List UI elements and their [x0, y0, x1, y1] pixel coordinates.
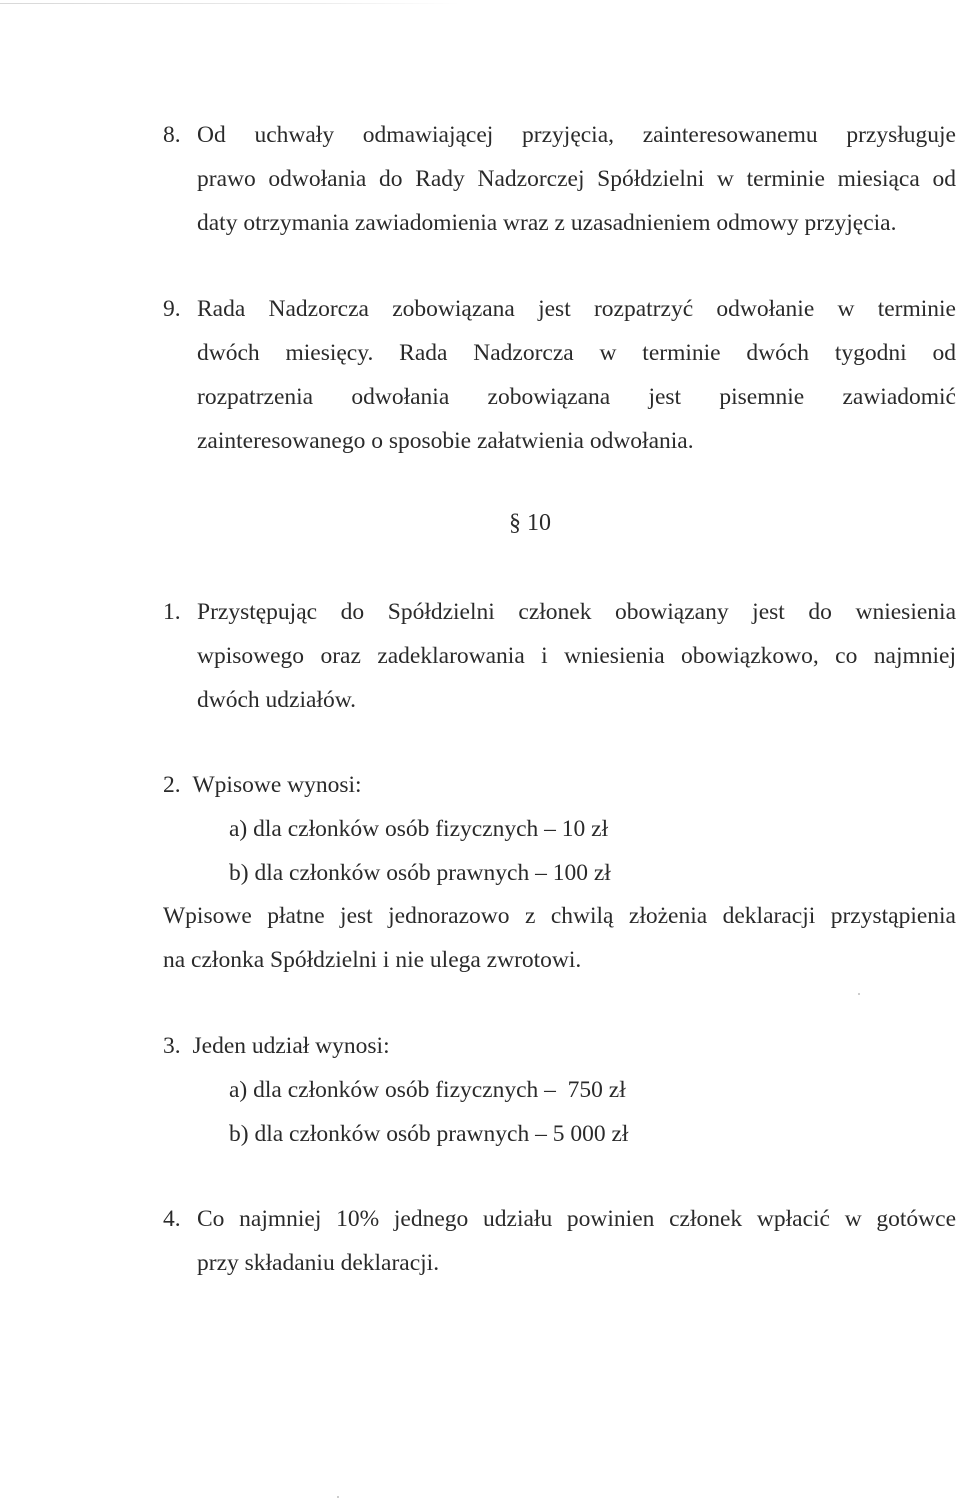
text-line: dwóch udziałów. [197, 687, 357, 713]
text-line: przy składaniu deklaracji. [197, 1250, 440, 1276]
fee-note [163, 894, 956, 982]
list-item-8 [163, 113, 956, 245]
text-line: rozpatrzenia odwołania zobowiązana jest pisemnie zawiadomić [197, 384, 956, 410]
item-number: 2. [163, 772, 181, 798]
item-number: 1. [163, 599, 181, 625]
section-heading: § 10 [509, 510, 551, 536]
item-title: Jeden udział wynosi: [192, 1033, 390, 1059]
scan-speck [858, 993, 860, 995]
list-item-2 [163, 763, 362, 807]
item-number: 8. [163, 122, 181, 148]
item-text [197, 287, 956, 463]
text-line: Od uchwały odmawiającej przyjęcia, zainteresowanemu przysługuje [197, 122, 956, 148]
scan-speck [337, 1496, 339, 1498]
fee-option-b: b) dla członków osób prawnych – 100 zł [229, 860, 611, 886]
text-line: Rada Nadzorcza zobowiązana jest rozpatrzyć odwołanie w terminie [197, 296, 956, 322]
text-line: Wpisowe płatne jest jednorazowo z chwilą złożenia deklaracji przystąpienia [163, 903, 956, 929]
text-line: dwóch miesięcy. Rada Nadzorcza w terminie dwóch tygodni od [197, 340, 956, 366]
text-line: zainteresowanego o sposobie załatwienia odwołania. [197, 428, 694, 454]
share-option-a: a) dla członków osób fizycznych – 750 zł [229, 1077, 626, 1103]
item-number: 3. [163, 1033, 181, 1059]
share-option-b: b) dla członków osób prawnych – 5 000 zł [229, 1121, 629, 1147]
text-line: na członka Spółdzielni i nie ulega zwrotowi. [163, 947, 582, 973]
item-text [197, 1197, 956, 1285]
item-text [197, 590, 956, 722]
text-line: Co najmniej 10% jednego udziału powinien członek wpłacić w gotówce [197, 1206, 956, 1232]
list-item-3 [163, 1024, 390, 1068]
text-line: wpisowego oraz zadeklarowania i wniesienia obowiązkowo, co najmniej [197, 643, 956, 669]
list-item-1 [163, 590, 956, 722]
scan-edge-line [0, 3, 460, 4]
list-item-4 [163, 1197, 956, 1285]
item-number: 9. [163, 296, 181, 322]
list-item-9 [163, 287, 956, 463]
item-text [197, 113, 956, 245]
text-line: Przystępując do Spółdzielni członek obowiązany jest do wniesienia [197, 599, 956, 625]
text-line: daty otrzymania zawiadomienia wraz z uzasadnieniem odmowy przyjęcia. [197, 210, 897, 236]
item-title: Wpisowe wynosi: [192, 772, 362, 798]
text-line: prawo odwołania do Rady Nadzorczej Spółdzielni w terminie miesiąca od [197, 166, 956, 192]
fee-option-a: a) dla członków osób fizycznych – 10 zł [229, 816, 609, 842]
item-number: 4. [163, 1206, 181, 1232]
